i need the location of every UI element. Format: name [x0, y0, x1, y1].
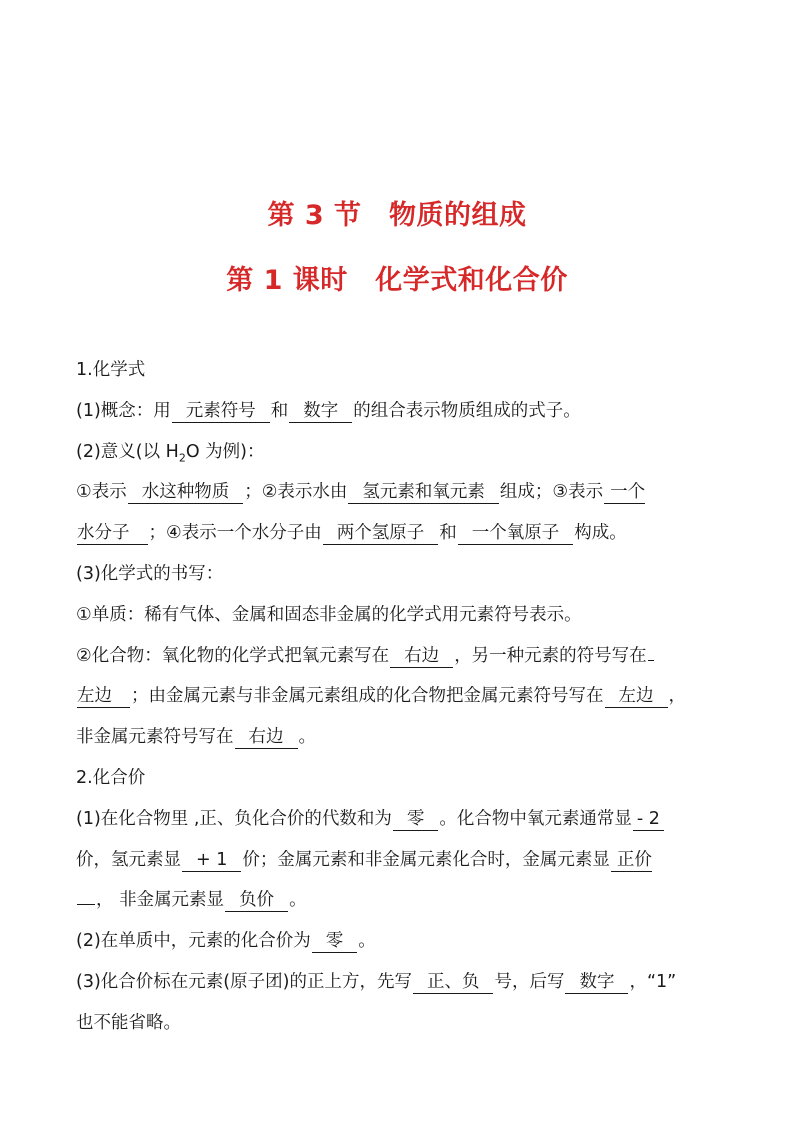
text: (2)意义(以 H [76, 441, 179, 462]
answer-blank: 数字 [289, 400, 352, 423]
text: 组成；③表示 [499, 482, 604, 503]
answer-blank: 右边 [235, 726, 298, 749]
answer-blank: 负价 [225, 889, 288, 912]
text: ， 非金属元素显 [96, 890, 225, 911]
text: ；由金属元素与非金属元素组成的化合物把金属元素符号写在 [131, 686, 604, 707]
answer-blank: 水分子 [77, 522, 148, 545]
answer-blank: 一个氧原子 [458, 522, 574, 545]
writing-line-3 [76, 676, 720, 717]
answer-blank: 一个 [604, 481, 645, 504]
content-body [76, 350, 720, 1044]
meaning-line-1 [76, 472, 720, 513]
text: (1)概念：用 [76, 400, 171, 421]
answer-blank: 正、负 [413, 971, 494, 994]
answer-blank: 水这种物质 [128, 481, 244, 504]
lesson-title: 第 1 课时 化学式和化合价 [226, 265, 568, 296]
valence-line-1 [76, 799, 720, 840]
text: 。 [289, 890, 307, 911]
answer-blank: - 2 [633, 808, 664, 831]
answer-blank: 氢元素和氧元素 [348, 481, 499, 504]
concept-line [76, 391, 720, 432]
text: 的组合表示物质组成的式子。 [353, 400, 581, 421]
valence-line-3 [76, 880, 720, 921]
answer-blank: 数字 [565, 971, 628, 994]
text: 价，氢元素显 [76, 849, 181, 870]
text: (1)在化合物里 ,正、负化合价的代数和为 [76, 808, 392, 829]
text: ，另一种元素的符号写在 [454, 645, 647, 666]
answer-blank: 正价 [611, 849, 652, 872]
writing-line-1: ①单质：稀有气体、金属和固态非金属的化学式用元素符号表示。 [76, 604, 582, 625]
valence-line-6: 也不能省略。 [76, 1012, 181, 1033]
subscript: 2 [178, 451, 186, 465]
heading-chemical-formula: 1.化学式 [76, 360, 146, 380]
answer-blank [77, 904, 95, 905]
text: 号，后写 [494, 971, 565, 992]
answer-blank: 零 [393, 808, 439, 831]
writing-heading: (3)化学式的书写： [76, 563, 224, 584]
text: 和 [270, 400, 289, 421]
meaning-line-2 [76, 513, 720, 554]
answer-blank: 零 [312, 930, 358, 953]
text: (2)在单质中，元素的化合价为 [76, 931, 311, 952]
text: ①表示 [76, 482, 127, 503]
answer-blank: 左边 [77, 685, 130, 708]
writing-line-2 [76, 636, 720, 677]
valence-line-4 [76, 921, 720, 962]
text: 。 [298, 727, 316, 748]
answer-blank: 左边 [605, 685, 668, 708]
text: ，“1” [629, 971, 677, 992]
text: 。 [358, 931, 376, 952]
text: 构成。 [574, 523, 627, 544]
heading-valence: 2.化合价 [76, 767, 146, 788]
text: O 为例)： [185, 441, 265, 462]
writing-line-4 [76, 717, 720, 758]
text: 和 [439, 523, 457, 544]
valence-line-2 [76, 840, 720, 881]
text: 。化合物中氧元素通常显 [439, 808, 632, 829]
answer-blank: 两个氢原子 [323, 522, 439, 545]
text: ；④表示一个水分子由 [148, 523, 322, 544]
text: 非金属元素符号写在 [76, 727, 234, 748]
answer-blank: 元素符号 [172, 400, 270, 423]
answer-blank [648, 660, 654, 661]
text: (3)化合价标在元素(原子团)的正上方，先写 [76, 971, 412, 992]
text: ；②表示水由 [244, 482, 348, 503]
text: ②化合物：氧化物的化学式把氧元素写在 [76, 645, 390, 666]
answer-blank: + 1 [182, 849, 241, 872]
valence-line-5 [76, 962, 720, 1003]
text: 价；金属元素和非金属元素化合时，金属元素显 [242, 849, 610, 870]
answer-blank: 右边 [390, 645, 453, 668]
text: ， [668, 686, 686, 707]
section-title: 第 3 节 物质的组成 [267, 200, 527, 231]
meaning-heading [76, 432, 720, 473]
